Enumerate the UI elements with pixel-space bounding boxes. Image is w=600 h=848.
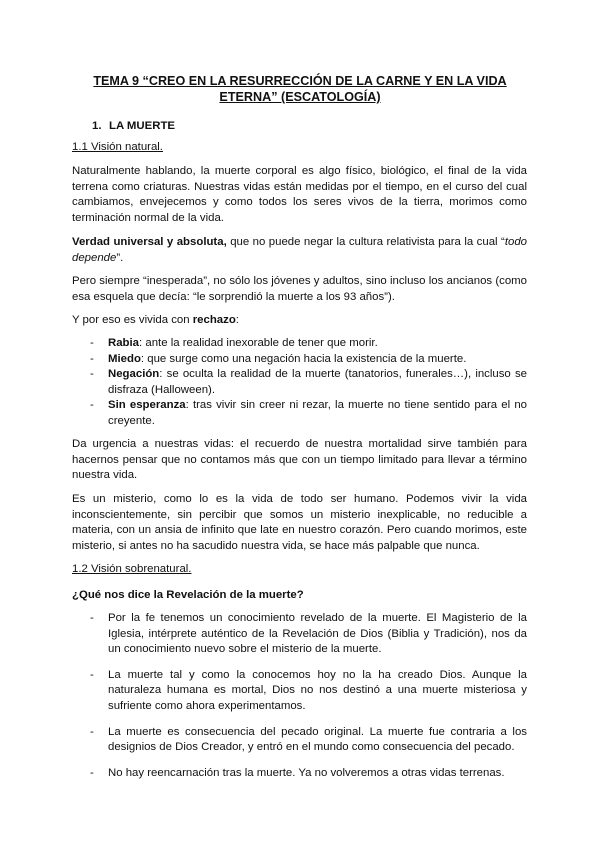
list-item-text: La muerte tal y como la conocemos hoy no la ha creado Dios. Aunque la naturaleza humana es mortal, Dios no nos destinó a una muerte misteriosa y sufriente como ahora experimentamos.	[108, 668, 527, 712]
question-heading: ¿Qué nos dice la Revelación de la muerte?	[72, 589, 304, 601]
revelation-list	[72, 611, 527, 781]
list-item	[72, 352, 527, 368]
paragraph-2-text: que no puede negar la cultura relativista para la cual “	[226, 236, 505, 248]
list-item	[72, 668, 527, 715]
paragraph-4	[72, 313, 527, 329]
list-item	[72, 336, 527, 352]
section-heading	[92, 120, 175, 132]
paragraph-4-text: Y por eso es vivida con	[72, 314, 193, 326]
list-item-text: : que surge como una negación hacia la existencia de la muerte.	[140, 352, 467, 365]
list-item	[72, 611, 527, 658]
dash-bullet: -	[90, 766, 94, 779]
list-item	[72, 766, 527, 782]
paragraph-1: Naturalmente hablando, la muerte corporal es algo físico, biológico, el final de la vida terrena como criaturas. Nuestras vidas están medidas por el tiempo, en el curso del cual cambiamos, envejecemos y como todos los seres vivos de la tierra, morimos como terminación normal de la vida.	[72, 165, 527, 224]
list-item-text: : se oculta la realidad de la muerte (tanatorios, funerales…), incluso se disfraza (Halloween).	[108, 368, 527, 396]
dash-bullet: -	[90, 725, 94, 738]
list-item	[72, 725, 527, 756]
paragraph-2-end: ”.	[116, 251, 124, 264]
list-item-text: : ante la realidad inexorable de tener que morir.	[139, 337, 378, 349]
list-item-text: Por la fe tenemos un conocimiento revelado de la muerte. El Magisterio de la Iglesia, intérprete auténtico de la Revelación de Dios (Biblia y Tradición), nos da un conocimiento nuevo sobre el misterio de la muerte.	[108, 612, 527, 656]
section-number: 1.	[92, 120, 102, 132]
list-item	[72, 398, 527, 429]
dash-bullet: -	[90, 399, 94, 412]
list-item-bold: Miedo	[108, 352, 141, 365]
rejection-list	[72, 336, 527, 430]
dash-bullet: -	[90, 368, 94, 381]
paragraph-6: Es un misterio, como lo es la vida de todo ser humano. Podemos vivir la vida inconscientemente, sin percibir que somos un misterio inexplicable, no reducible a materia, con un ansia de infinito que late en nuestro corazón. Pero cuando morimos, este misterio, si antes no ha sacudido nuestra vida, se hace más palpable que nunca.	[72, 493, 527, 552]
paragraph-2-italic: todo depende	[72, 236, 527, 264]
dash-bullet: -	[90, 337, 94, 349]
list-item	[72, 367, 527, 398]
subsection-heading-2: 1.2 Visión sobrenatural.	[72, 563, 192, 575]
paragraph-5: Da urgencia a nuestras vidas: el recuerdo de nuestra mortalidad sirve también para hacernos pensar que no contamos más que con un tiempo limitado para llevar a término nuestra vida.	[72, 438, 527, 482]
paragraph-4-end: :	[235, 314, 239, 326]
paragraph-3: Pero siempre “inesperada”, no sólo los jóvenes y adultos, sino incluso los ancianos (como esa esquela que decía: “le sorprendió la muerte a los 93 años”).	[72, 275, 527, 303]
list-item-bold: Negación	[108, 368, 160, 381]
dash-bullet: -	[90, 668, 94, 681]
paragraph-2	[72, 235, 527, 266]
dash-bullet: -	[90, 352, 94, 365]
list-item-text: : tras vivir sin creer ni rezar, la muerte no tiene sentido para el no creyente.	[108, 399, 527, 427]
list-item-text: La muerte es consecuencia del pecado original. La muerte fue contraria a los designios de Dios Creador, y entró en el mundo como consecuencia del pecado.	[108, 725, 527, 754]
paragraph-2-bold: Verdad universal y absoluta,	[72, 236, 227, 248]
section-title: LA MUERTE	[109, 120, 176, 132]
page-title: TEMA 9 “CREO EN LA RESURRECCIÓN DE LA CARNE Y EN LA VIDA ETERNA” (ESCATOLOGÍA)	[93, 74, 507, 104]
list-item-bold: Rabia	[108, 337, 140, 349]
dash-bullet: -	[90, 612, 94, 624]
list-item-bold: Sin esperanza	[108, 399, 186, 412]
subsection-heading-1: 1.1 Visión natural.	[72, 141, 163, 153]
paragraph-4-bold: rechazo	[192, 314, 236, 326]
list-item-text: No hay reencarnación tras la muerte. Ya no volveremos a otras vidas terrenas.	[108, 766, 505, 779]
